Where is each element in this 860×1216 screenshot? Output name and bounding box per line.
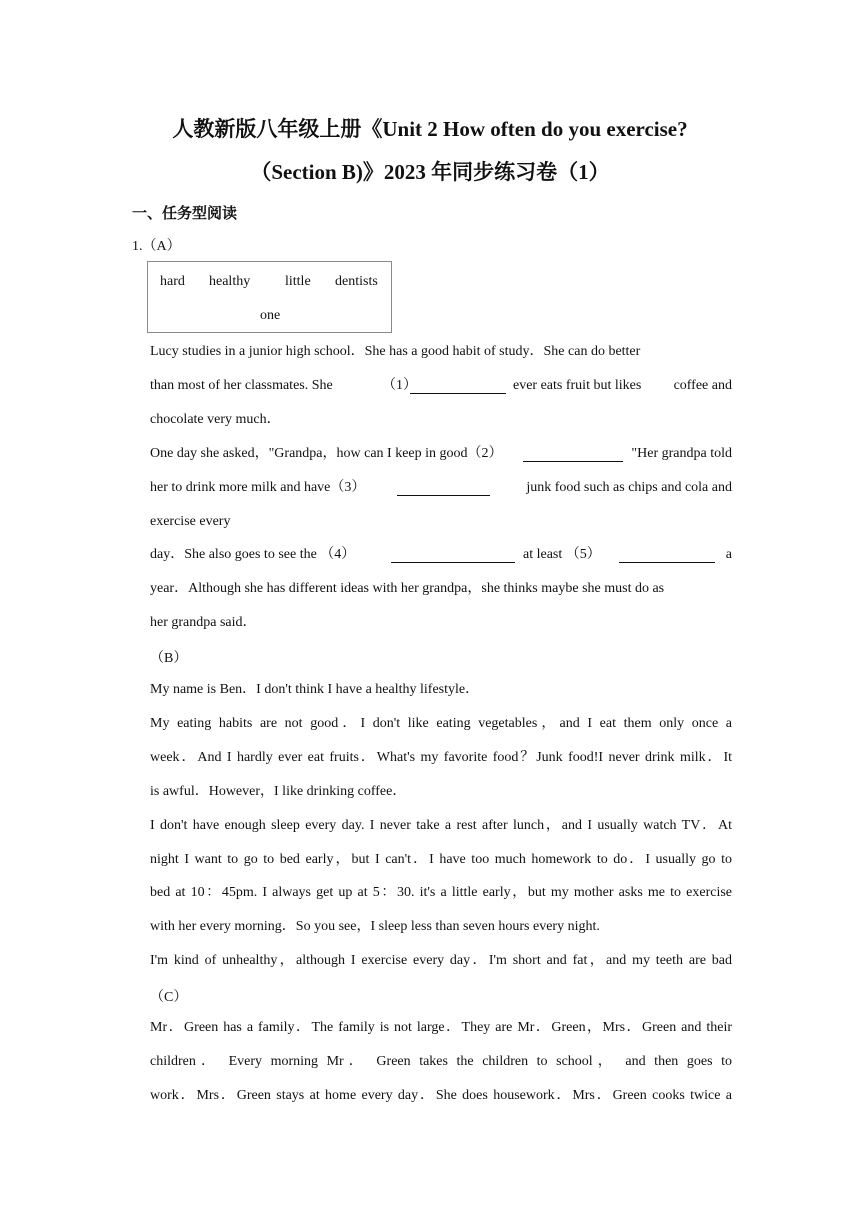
passage-text: day．She also goes to see the （4） xyxy=(150,547,356,562)
answer-blank-1[interactable] xyxy=(410,379,506,394)
passage-text: at least （5） xyxy=(523,547,601,562)
passage-text: coffee and xyxy=(673,378,732,393)
passage-text: than most of her classmates. She xyxy=(150,378,333,393)
word-box-word: one xyxy=(260,308,281,323)
passage-b-line: My eating habits are not good．I don't like eating vegetables，and I eat them only once a xyxy=(150,716,732,731)
answer-blank-3[interactable] xyxy=(397,481,490,496)
passage-c-line: Mr．Green has a family．The family is not large．They are Mr．Green，Mrs．Green and their xyxy=(150,1020,732,1035)
passage-text: junk food such as chips and cola and xyxy=(526,480,732,495)
answer-blank-4[interactable] xyxy=(391,548,515,563)
document-title-line-2: （Section B)》2023 年同步练习卷（1） xyxy=(250,160,610,184)
passage-b-line: I don't have enough sleep every day. I never take a rest after lunch，and I usually watch TV．At xyxy=(150,818,732,833)
passage-b-line: night I want to go to bed early，but I can't．I have too much homework to do．I usually go to xyxy=(150,852,732,867)
passage-b-line: week．And I hardly ever eat fruits．What's my favorite food？Junk food!I never drink milk．It xyxy=(150,750,732,765)
passage-a-line: Lucy studies in a junior high school．She has a good habit of study．She can do better xyxy=(150,344,641,359)
passage-a-line: her grandpa said． xyxy=(150,615,257,630)
word-box-word: little xyxy=(285,274,311,289)
document-title-line-1: 人教新版八年级上册《Unit 2 How often do you exercise? xyxy=(172,117,688,141)
word-box xyxy=(147,261,392,333)
passage-a-line: year．Although she has different ideas with her grandpa，she thinks maybe she must do as xyxy=(150,581,665,596)
passage-marker-b: （B） xyxy=(150,651,188,666)
word-box-word: healthy xyxy=(209,274,251,289)
passage-c-line: work．Mrs．Green stays at home every day．She does housework．Mrs．Green cooks twice a xyxy=(150,1088,732,1103)
passage-b-line: My name is Ben．I don't think I have a healthy lifestyle． xyxy=(150,682,480,697)
blank-number: （1） xyxy=(382,378,417,393)
word-box-word: hard xyxy=(160,274,185,289)
passage-c-line: children． Every morning Mr． Green takes the children to school， and then goes to xyxy=(150,1054,732,1069)
question-number: 1.（A） xyxy=(132,239,181,254)
passage-text: ever eats fruit but likes xyxy=(513,378,642,393)
passage-a-line: exercise every xyxy=(150,514,231,529)
passage-marker-c: （C） xyxy=(150,990,188,1005)
passage-b-line: is awful．However，I like drinking coffee． xyxy=(150,784,407,799)
section-heading: 一、任务型阅读 xyxy=(132,204,238,222)
passage-text: a xyxy=(725,547,732,562)
passage-b-line: I'm kind of unhealthy，although I exercise every day．I'm short and fat，and my teeth are bad xyxy=(150,953,732,968)
passage-text: her to drink more milk and have（3） xyxy=(150,480,366,495)
word-box-word: dentists xyxy=(335,274,378,289)
passage-b-line: bed at 10：45pm. I always get up at 5：30. it's a little early，but my mother asks me to exercise xyxy=(150,885,732,900)
answer-blank-5[interactable] xyxy=(619,548,715,563)
passage-a-line: chocolate very much． xyxy=(150,412,281,427)
passage-text: One day she asked，"Grandpa，how can I keep in good（2） xyxy=(150,446,503,461)
passage-text: "Her grandpa told xyxy=(631,446,732,461)
passage-b-line: with her every morning．So you see，I sleep less than seven hours every night. xyxy=(150,919,600,934)
answer-blank-2[interactable] xyxy=(523,447,623,462)
